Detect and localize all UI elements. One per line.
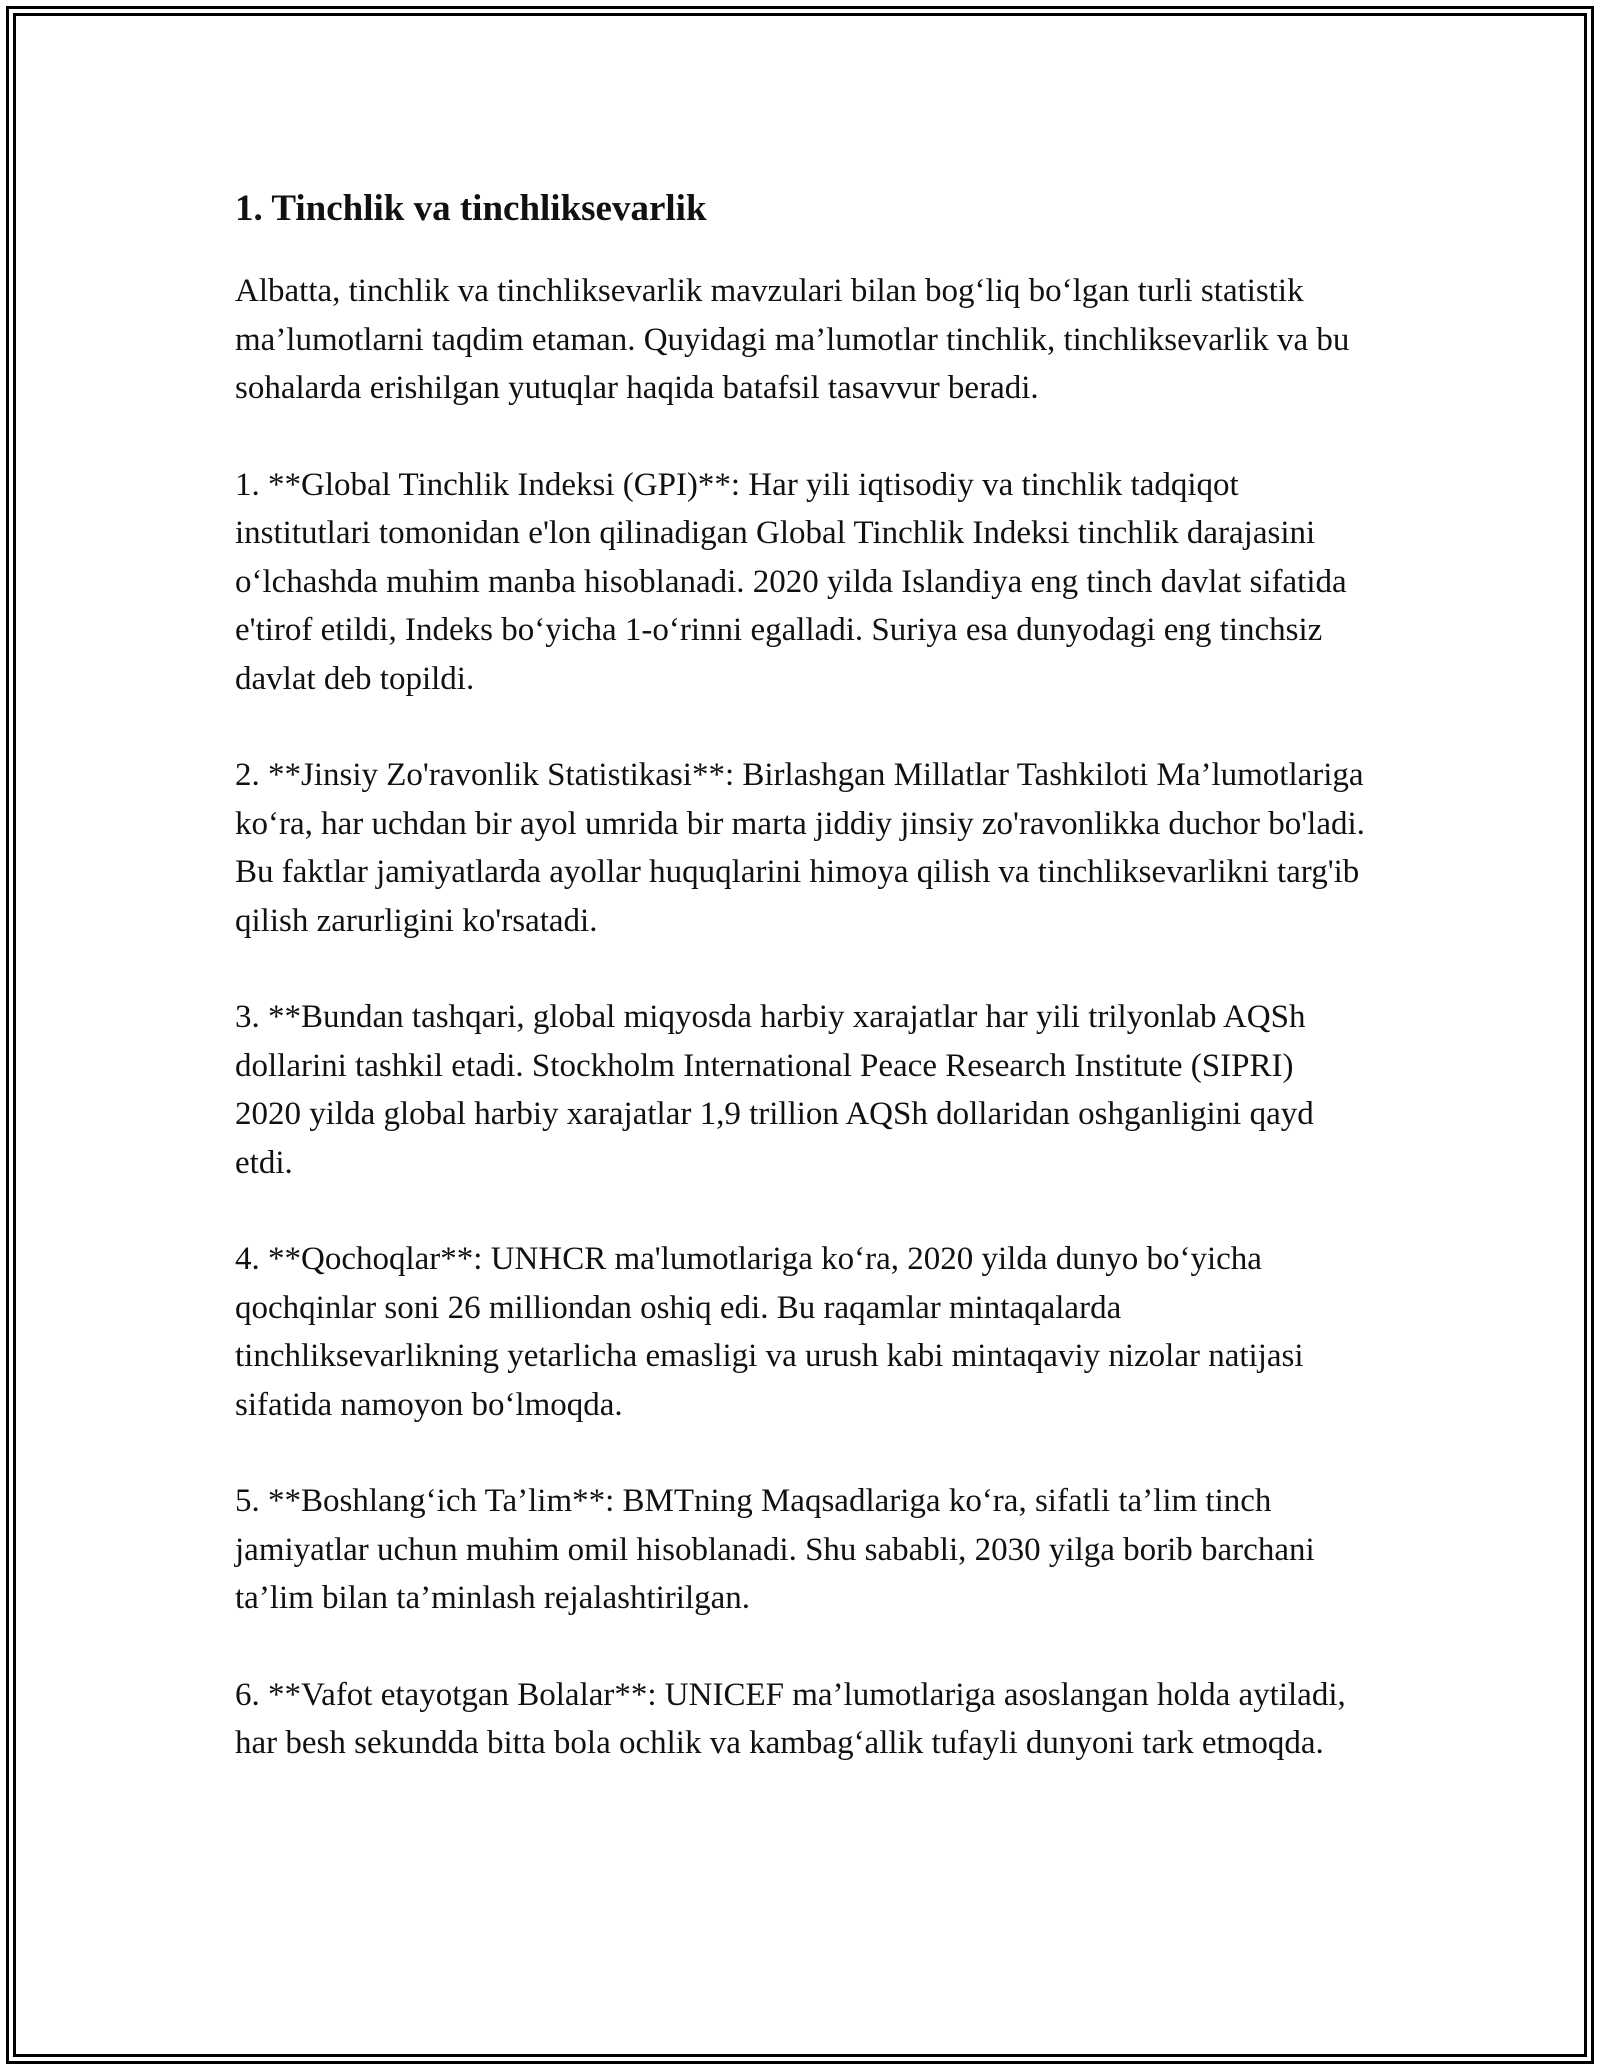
document-body (235, 185, 1365, 1816)
list-item-children: 6. **Vafot etayotgan Bolalar**: UNICEF ma’lumotlariga asoslangan holda aytiladi, har besh sekundda bitta bola ochlik va kambag‘allik tufayli dunyoni tark etmoqda. (235, 1676, 1346, 1761)
document-title: 1. Tinchlik va tinchliksevarlik (235, 188, 707, 229)
list-item-education: 5. **Boshlang‘ich Ta’lim**: BMTning Maqsadlariga ko‘ra, sifatli ta’lim tinch jamiyatlar uchun muhim omil hisoblanadi. Shu sababli, 2030 yilga borib barchani ta’lim bilan ta’minlash rejalashtirilgan. (235, 1483, 1315, 1616)
list-item-gpi: 1. **Global Tinchlik Indeksi (GPI)**: Har yili iqtisodiy va tinchlik tadqiqot institutlari tomonidan e'lon qilinadigan Global Tinchlik Indeksi tinchlik darajasini o‘lchashda muhim manba hisoblanadi. 2020 yilda Islandiya eng tinch davlat sifatida e'tirof etildi, Indeks bo‘yicha 1-o‘rinni egalladi. Suriya esa dunyodagi eng tinchsiz davlat deb topildi. (235, 466, 1347, 697)
list-item-gender-violence: 2. **Jinsiy Zo'ravonlik Statistikasi**: Birlashgan Millatlar Tashkiloti Ma’lumotlariga ko‘ra, har uchdan bir ayol umrida bir marta jiddiy jinsiy zo'ravonlikka duchor bo'ladi. Bu faktlar jamiyatlarda ayollar huquqlarini himoya qilish va tinchliksevarlikni targ'ib qilish zarurligini ko'rsatadi. (235, 757, 1365, 939)
intro-paragraph: Albatta, tinchlik va tinchliksevarlik mavzulari bilan bog‘liq bo‘lgan turli statistik ma’lumotlarni taqdim etaman. Quyidagi ma’lumotlar tinchlik, tinchliksevarlik va bu sohalarda erishilgan yutuqlar haqida batafsil tasavvur beradi. (235, 273, 1350, 406)
list-item-military-spending: 3. **Bundan tashqari, global miqyosda harbiy xarajatlar har yili trilyonlab AQSh dollarini tashkil etadi. Stockholm International Peace Research Institute (SIPRI) 2020 yilda global harbiy xarajatlar 1,9 trillion AQSh dollaridan oshganligini qayd etdi. (235, 999, 1314, 1181)
list-item-refugees: 4. **Qochoqlar**: UNHCR ma'lumotlariga ko‘ra, 2020 yilda dunyo bo‘yicha qochqinlar soni 26 milliondan oshiq edi. Bu raqamlar mintaqalarda tinchliksevarlikning yetarlicha emasligi va urush kabi mintaqaviy nizolar natijasi sifatida namoyon bo‘lmoqda. (235, 1241, 1304, 1423)
